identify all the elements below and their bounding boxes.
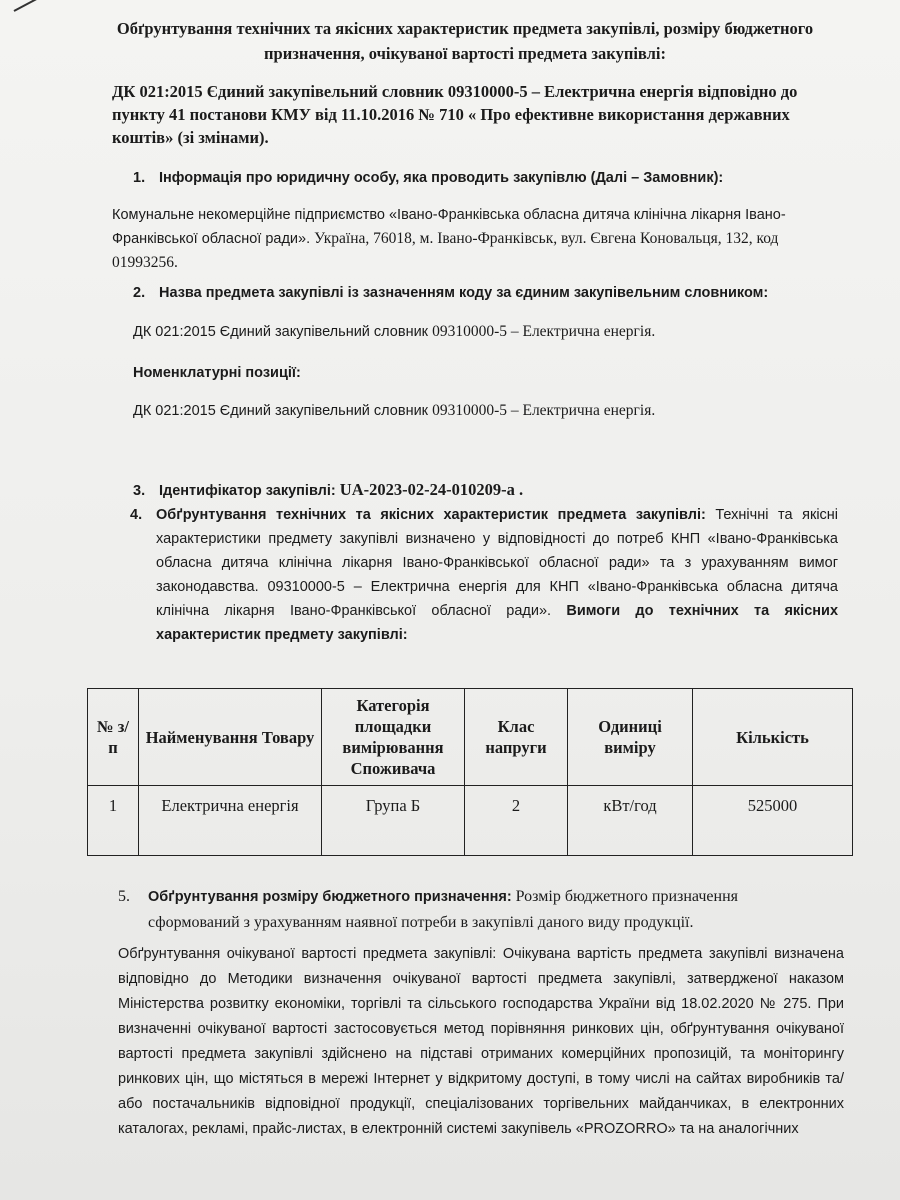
pen-mark: [14, 0, 56, 12]
section4-requirements: Вимоги до технічних та якісних характеристик предмету закупівлі:: [156, 603, 839, 643]
cell-unit: кВт/год: [568, 786, 693, 856]
cell-number: 1: [88, 786, 139, 856]
cell-product: Електрична енергія: [139, 786, 322, 856]
section4: 4. Обґрунтування технічних та якісних характеристик предмета закупівлі: Технічні та якісні характеристики предмету закупівлі визначено у відповідності до потреб КНП «Івано-Франківська обласна дитяча клінічна лікарня Івано-Франківської обласної ради» та з урахуванням вимог законодавства. 09310000-5 – Електрична енергія для КНП «Івано-Франківська обласна дитяча клінічна лікарня Івано-Франківської обласної ради». Вимоги до технічних та якісних характеристик предмету закупівлі:: [130, 507, 839, 643]
document-title: Обґрунтування технічних та якісних характеристик предмета закупівлі, розміру бюджетного призначення, очікуваної вартості предмета закупівлі:: [116, 19, 814, 63]
dk-code-header: ДК 021:2015 Єдиний закупівельний словник 09310000-5 – Електрична енергія відповідно до пункту 41 постанови КМУ від 11.10.2016 № 710 « Про ефективне використання державних коштів» (зі змінами).: [112, 82, 798, 147]
section1-heading: 1. Інформація про юридичну особу, яка проводить закупівлю (Далі – Замовник):: [133, 170, 724, 186]
section3-line: 3. Ідентифікатор закупівлі: UA-2023-02-24-010209-a .: [133, 480, 524, 499]
section5: 5. Обґрунтування розміру бюджетного призначення: Розмір бюджетного призначення сформований з урахуванням наявної потреби в закупівлі даного виду продукції.: [118, 888, 739, 931]
section2-text: ДК 021:2015 Єдиний закупівельний словник 09310000-5 – Електрична енергія.: [133, 323, 656, 340]
nomenclature-heading: Номенклатурні позиції:: [133, 365, 301, 381]
procurement-id: UA-2023-02-24-010209-a .: [339, 480, 524, 499]
col-header-quantity: Кількість: [693, 689, 853, 786]
col-header-product: Найменування Товару: [139, 689, 322, 786]
cell-voltage: 2: [465, 786, 568, 856]
spec-table: [87, 688, 853, 856]
section4-heading: Обґрунтування технічних та якісних характеристик предмета закупівлі:: [156, 507, 706, 523]
col-header-category: Категорія площадки вимірювання Споживача: [322, 689, 465, 786]
section1-text: Комунальне некомерційне підприємство «Івано-Франківська обласна дитяча клінічна лікарня Івано-Франківської обласної ради». Україна, 76018, м. Івано-Франківськ, вул. Євгена Коновальця, 132, код 01993256.: [112, 207, 786, 271]
cell-quantity: 525000: [693, 786, 853, 856]
table-header-row: [88, 689, 853, 786]
section4-text: Технічні та якісні характеристики предмету закупівлі визначено у відповідності до потреб КНП «Івано-Франківська обласна дитяча клінічна лікарня Івано-Франківської обласної ради» та з урахуванням вимог законодавства. 09310000-5 – Електрична енергія для КНП «Івано-Франківська обласна дитяча клінічна лікарня Івано-Франківської обласної ради».: [156, 507, 839, 619]
col-header-number: № з/п: [88, 689, 139, 786]
nomenclature-text: ДК 021:2015 Єдиний закупівельний словник 09310000-5 – Електрична енергія.: [133, 402, 656, 419]
cell-category: Група Б: [322, 786, 465, 856]
expected-cost-paragraph: Обґрунтування очікуваної вартості предмета закупівлі: Очікувана вартість предмета закупівлі визначена відповідно до Методики визначення очікуваної вартості предмета закупівлі, затвердженої наказом Міністерства розвитку економіки, торгівлі та сільського господарства України від 18.02.2020 № 275. При визначенні очікуваної вартості застосовується метод порівняння ринкових цін, обґрунтування очікуваної вартості предмета закупівлі здійснено на підставі отриманих комерційних пропозицій, та моніторингу ринкових цін, що містяться в мережі Інтернет у відкритому доступі, в тому числі на сайтах виробників та/або постачальників відповідної продукції, спеціалізованих торгівельних майданчиках, в електронних каталогах, рекламі, прайс-листах, в електронній системі закупівель «PROZORRO» та на аналогічних: [118, 946, 844, 1137]
section2-heading: 2. Назва предмета закупівлі із зазначенням коду за єдиним закупівельним словником:: [133, 285, 769, 301]
col-header-voltage: Клас напруги: [465, 689, 568, 786]
col-header-unit: Одиниці виміру: [568, 689, 693, 786]
table-row: [88, 786, 853, 856]
section5-text: Розмір бюджетного призначення сформований з урахуванням наявної потреби в закупівлі даного виду продукції.: [148, 888, 739, 931]
section5-heading: Обґрунтування розміру бюджетного призначення:: [148, 889, 512, 905]
